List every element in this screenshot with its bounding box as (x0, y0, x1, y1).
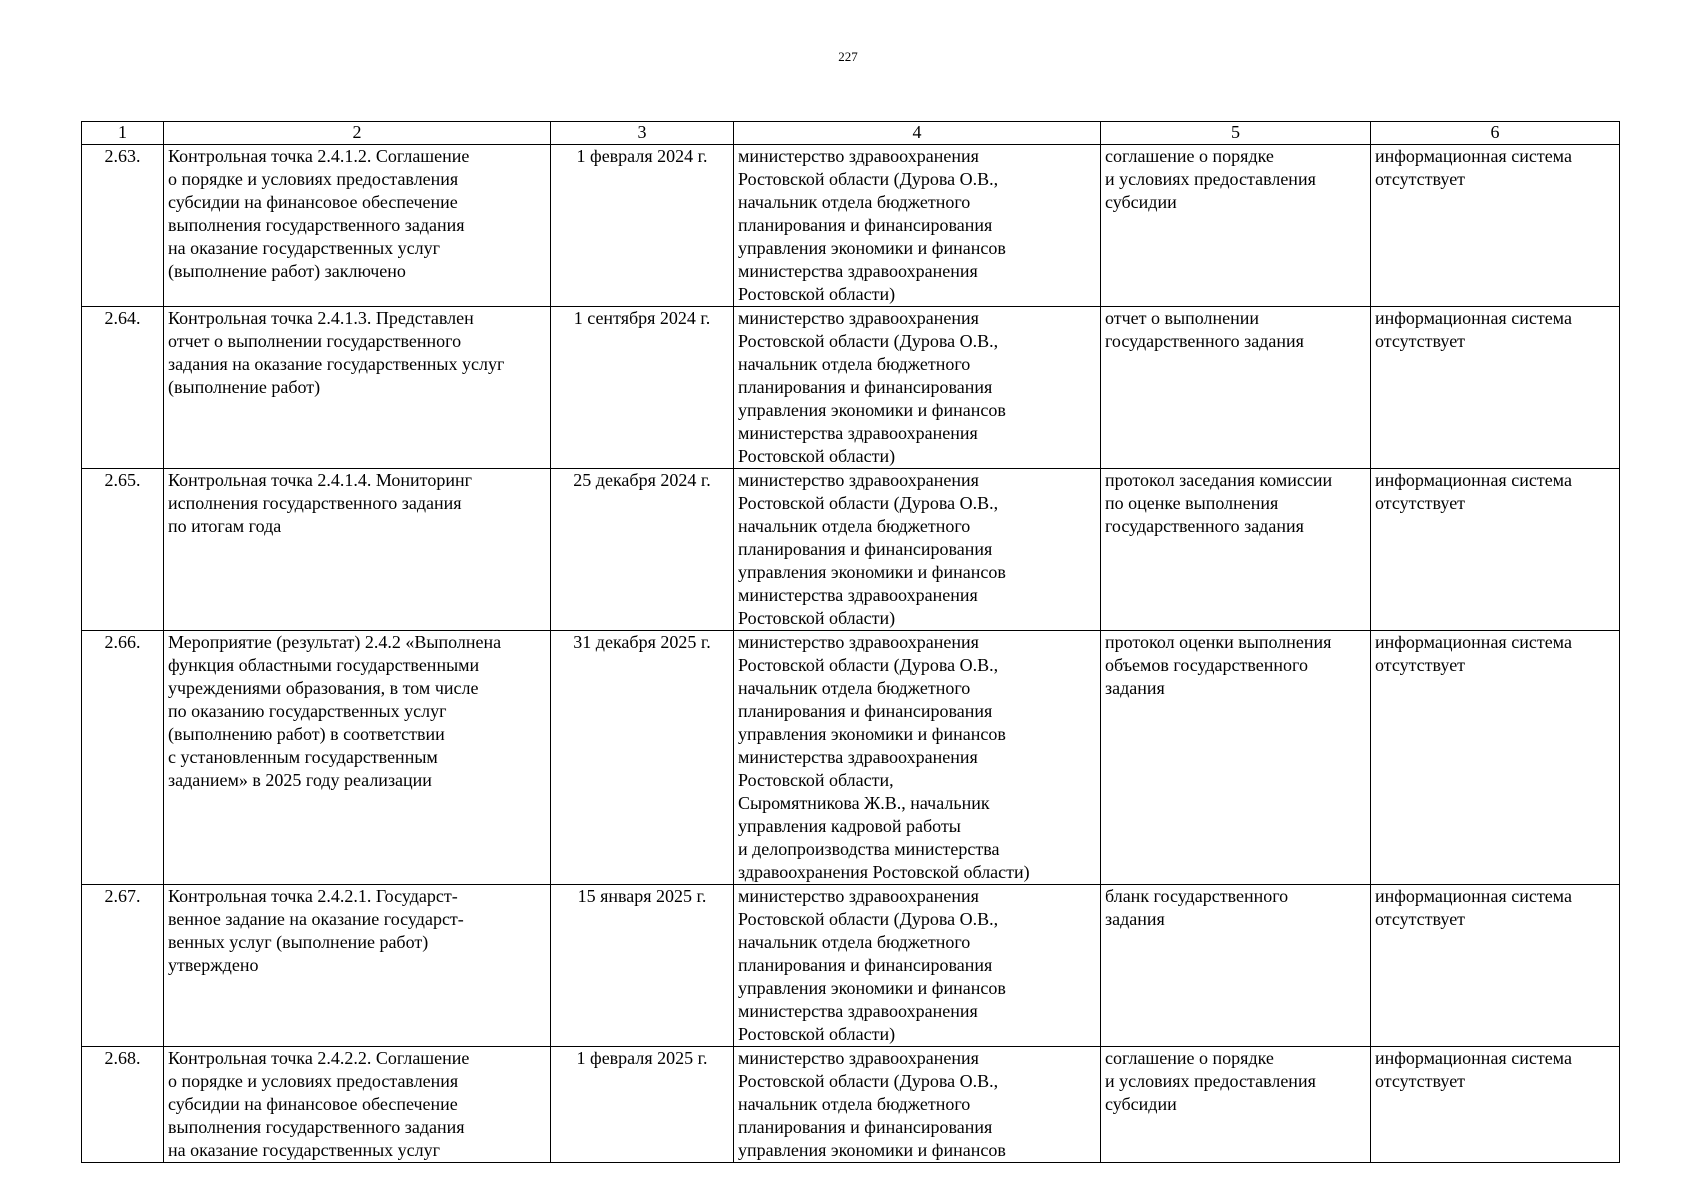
row-document-text: соглашение о порядке и условиях предоставления субсидии (1105, 146, 1316, 212)
row-document-text: протокол заседания комиссии по оценке выполнения государственного задания (1105, 470, 1333, 536)
row-name (164, 307, 551, 469)
row-system (1371, 469, 1620, 631)
row-number: 2.65. (82, 469, 164, 631)
row-name-text: Контрольная точка 2.4.1.2. Соглашение о порядке и условиях предоставления субсидии на финансовое обеспечение выполнения государственного задания на оказание государственных услуг (выполнение работ) заключено (168, 146, 470, 281)
row-system-text: информационная система отсутствует (1375, 308, 1572, 351)
row-name-text: Контрольная точка 2.4.1.4. Мониторинг исполнения государственного задания по итогам года (168, 470, 472, 536)
row-date: 25 декабря 2024 г. (551, 469, 734, 631)
table-row (82, 469, 1620, 631)
row-name-text: Контрольная точка 2.4.1.3. Представлен отчет о выполнении государственного задания на оказание государственных услуг (выполнение работ) (168, 308, 505, 397)
row-date: 31 декабря 2025 г. (551, 631, 734, 885)
control-points-table (81, 121, 1620, 1163)
row-system (1371, 631, 1620, 885)
row-responsible (734, 1047, 1101, 1163)
row-responsible (734, 469, 1101, 631)
row-responsible-text: министерство здравоохранения Ростовской области (Дурова О.В., начальник отдела бюджетного планирования и финансирования управления экономики и финансов министерства здравоохранения Ростовской области) (738, 470, 1006, 628)
table-header-row (82, 122, 1620, 145)
column-header: 3 (551, 122, 734, 145)
row-document (1101, 885, 1371, 1047)
row-number: 2.67. (82, 885, 164, 1047)
column-header: 1 (82, 122, 164, 145)
row-system-text: информационная система отсутствует (1375, 1048, 1572, 1091)
column-header: 5 (1101, 122, 1371, 145)
row-date: 1 февраля 2024 г. (551, 145, 734, 307)
row-document (1101, 1047, 1371, 1163)
row-name (164, 1047, 551, 1163)
row-name (164, 631, 551, 885)
row-name-text: Мероприятие (результат) 2.4.2 «Выполнена функция областными государственными учреждениями образования, в том числе по оказанию государственных услуг (выполнению работ) в соответствии с установленным государственным заданием» в 2025 году реализации (168, 632, 502, 790)
row-number: 2.68. (82, 1047, 164, 1163)
column-header: 6 (1371, 122, 1620, 145)
table-row (82, 1047, 1620, 1163)
row-responsible-text: министерство здравоохранения Ростовской области (Дурова О.В., начальник отдела бюджетного планирования и финансирования управления экономики и финансов министерства здравоохранения Ростовской области) (738, 146, 1006, 304)
row-date: 1 сентября 2024 г. (551, 307, 734, 469)
row-document (1101, 145, 1371, 307)
row-responsible (734, 307, 1101, 469)
row-document-text: бланк государственного задания (1105, 886, 1289, 929)
row-name (164, 469, 551, 631)
row-document-text: соглашение о порядке и условиях предоставления субсидии (1105, 1048, 1316, 1114)
row-name (164, 885, 551, 1047)
row-number: 2.66. (82, 631, 164, 885)
column-header: 4 (734, 122, 1101, 145)
row-date: 15 января 2025 г. (551, 885, 734, 1047)
row-responsible-text: министерство здравоохранения Ростовской области (Дурова О.В., начальник отдела бюджетного планирования и финансирования управления экономики и финансов министерства здравоохранения Ростовской области) (738, 308, 1006, 466)
table-row (82, 145, 1620, 307)
row-system (1371, 307, 1620, 469)
row-document (1101, 631, 1371, 885)
row-system (1371, 1047, 1620, 1163)
row-responsible-text: министерство здравоохранения Ростовской области (Дурова О.В., начальник отдела бюджетного планирования и финансирования управления экономики и финансов (738, 1048, 1006, 1160)
table-row (82, 631, 1620, 885)
row-responsible-text: министерство здравоохранения Ростовской области (Дурова О.В., начальник отдела бюджетного планирования и финансирования управления экономики и финансов министерства здравоохранения Ростовской области) (738, 886, 1006, 1044)
row-name (164, 145, 551, 307)
row-document-text: отчет о выполнении государственного задания (1105, 308, 1304, 351)
row-document-text: протокол оценки выполнения объемов государственного задания (1105, 632, 1332, 698)
table-row (82, 885, 1620, 1047)
row-responsible (734, 145, 1101, 307)
row-date: 1 февраля 2025 г. (551, 1047, 734, 1163)
table-row (82, 307, 1620, 469)
row-name-text: Контрольная точка 2.4.2.1. Государст- венное задание на оказание государст- венных услуг (выполнение работ) утверждено (168, 886, 464, 975)
page-number: 227 (838, 49, 858, 64)
row-responsible-text: министерство здравоохранения Ростовской области (Дурова О.В., начальник отдела бюджетного планирования и финансирования управления экономики и финансов министерства здравоохранения Ростовской области, Сыромятникова Ж.В., начальник управления кадровой работы и делопроизводства министерства здравоохранения Ростовской области) (738, 632, 1030, 882)
row-system (1371, 885, 1620, 1047)
row-system-text: информационная система отсутствует (1375, 886, 1572, 929)
row-document (1101, 469, 1371, 631)
row-system (1371, 145, 1620, 307)
row-responsible (734, 631, 1101, 885)
column-header: 2 (164, 122, 551, 145)
row-system-text: информационная система отсутствует (1375, 146, 1572, 189)
row-system-text: информационная система отсутствует (1375, 632, 1572, 675)
row-system-text: информационная система отсутствует (1375, 470, 1572, 513)
row-document (1101, 307, 1371, 469)
row-number: 2.64. (82, 307, 164, 469)
row-responsible (734, 885, 1101, 1047)
row-number: 2.63. (82, 145, 164, 307)
row-name-text: Контрольная точка 2.4.2.2. Соглашение о порядке и условиях предоставления субсидии на финансовое обеспечение выполнения государственного задания на оказание государственных услуг (168, 1048, 470, 1160)
